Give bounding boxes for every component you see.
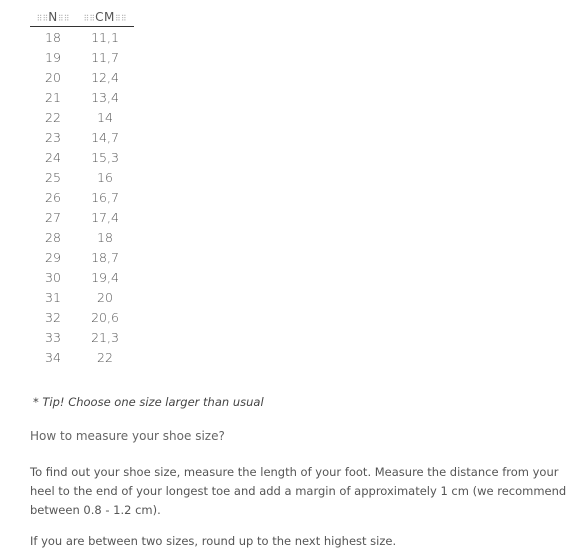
table-row bbox=[30, 47, 134, 67]
size-n-cell: 31 bbox=[45, 289, 61, 305]
size-n-cell: 19 bbox=[45, 49, 61, 65]
between-sizes-note: If you are between two sizes, round up to the next highest size. bbox=[30, 534, 397, 548]
header-n-pad-left: ⠿⠿ bbox=[36, 14, 49, 23]
size-cm-cell: 11,1 bbox=[91, 29, 119, 45]
table-row bbox=[30, 247, 134, 267]
table-row bbox=[30, 107, 134, 127]
size-n-cell: 27 bbox=[45, 209, 61, 225]
size-n-cell: 22 bbox=[45, 109, 61, 125]
table-row bbox=[30, 347, 134, 367]
size-cm-cell: 20 bbox=[97, 289, 113, 305]
table-row bbox=[30, 227, 134, 247]
table-row bbox=[30, 167, 134, 187]
header-cm bbox=[76, 8, 134, 27]
header-n-pad-right: ⠿⠿ bbox=[57, 14, 70, 23]
size-cm-cell: 14,7 bbox=[91, 129, 119, 145]
size-n-cell: 26 bbox=[45, 189, 61, 205]
table-row bbox=[30, 267, 134, 287]
size-cm-cell: 18,7 bbox=[91, 249, 119, 265]
size-table bbox=[30, 8, 134, 367]
table-row bbox=[30, 327, 134, 347]
size-cm-cell: 13,4 bbox=[91, 89, 119, 105]
header-n bbox=[30, 8, 76, 27]
table-row bbox=[30, 127, 134, 147]
table-row bbox=[30, 187, 134, 207]
measure-instructions: To find out your shoe size, measure the length of your foot. Measure the distance from your heel to the end of your longest toe and add a margin of approximately 1 cm (we recommend between 0.8 - 1.2 cm). bbox=[30, 465, 567, 517]
size-n-cell: 24 bbox=[45, 149, 61, 165]
header-cm-pad-right: ⠿⠿ bbox=[114, 14, 127, 23]
header-n-label: N bbox=[48, 10, 58, 24]
table-row bbox=[30, 147, 134, 167]
table-row bbox=[30, 307, 134, 327]
size-cm-cell: 16 bbox=[97, 169, 113, 185]
size-cm-cell: 14 bbox=[97, 109, 113, 125]
size-n-cell: 34 bbox=[45, 349, 61, 365]
size-n-cell: 29 bbox=[45, 249, 61, 265]
size-cm-cell: 11,7 bbox=[91, 49, 119, 65]
size-n-cell: 23 bbox=[45, 129, 61, 145]
table-row bbox=[30, 207, 134, 227]
size-tip: * Tip! Choose one size larger than usual bbox=[33, 395, 264, 409]
size-cm-cell: 22 bbox=[97, 349, 113, 365]
size-n-cell: 32 bbox=[45, 309, 61, 325]
size-cm-cell: 19,4 bbox=[91, 269, 119, 285]
size-n-cell: 25 bbox=[45, 169, 61, 185]
size-n-cell: 21 bbox=[45, 89, 61, 105]
size-cm-cell: 12,4 bbox=[91, 69, 119, 85]
size-n-cell: 30 bbox=[45, 269, 61, 285]
size-n-cell: 33 bbox=[45, 329, 61, 345]
table-row bbox=[30, 27, 134, 48]
size-cm-cell: 18 bbox=[97, 229, 113, 245]
size-cm-cell: 17,4 bbox=[91, 209, 119, 225]
size-n-cell: 18 bbox=[45, 29, 61, 45]
table-row bbox=[30, 287, 134, 307]
size-table-header-row bbox=[30, 8, 134, 27]
size-cm-cell: 21,3 bbox=[91, 329, 119, 345]
table-row bbox=[30, 87, 134, 107]
measure-heading: How to measure your shoe size? bbox=[30, 429, 225, 443]
header-cm-pad-left: ⠿⠿ bbox=[83, 14, 96, 23]
header-cm-label: CM bbox=[95, 10, 115, 24]
size-n-cell: 20 bbox=[45, 69, 61, 85]
table-row bbox=[30, 67, 134, 87]
size-cm-cell: 20,6 bbox=[91, 309, 119, 325]
size-cm-cell: 16,7 bbox=[91, 189, 119, 205]
size-n-cell: 28 bbox=[45, 229, 61, 245]
size-cm-cell: 15,3 bbox=[91, 149, 119, 165]
